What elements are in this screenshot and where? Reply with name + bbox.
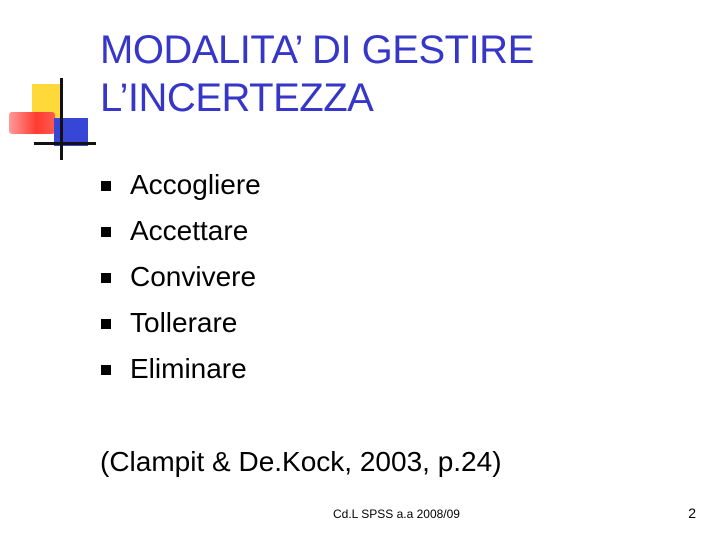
square-bullet-icon [101,365,111,375]
bullet-text: Eliminare [130,353,247,384]
logo-red-square [9,112,55,134]
citation: (Clampit & De.Kock, 2003, p.24) [100,446,502,477]
slide-title [100,26,660,122]
footer-text: Cd.L SPSS a.a 2008/09 [333,507,460,521]
title-line-1: MODALITA’ DI GESTIRE [100,28,534,72]
list-item [100,300,261,346]
list-item [100,208,261,254]
bullet-text: Accettare [130,215,249,246]
square-bullet-icon [101,227,111,237]
logo-vertical-line [60,78,63,160]
square-bullet-icon [101,181,111,191]
list-item [100,346,261,392]
page-number: 2 [688,505,696,521]
bullet-text: Accogliere [130,169,261,200]
decorative-logo-icon [0,0,100,170]
bullet-list [100,162,261,392]
square-bullet-icon [101,319,111,329]
square-bullet-icon [101,273,111,283]
bullet-text: Convivere [130,261,257,292]
bullet-text: Tollerare [130,307,238,338]
logo-horizontal-line [34,142,96,145]
list-item [100,162,261,208]
list-item [100,254,261,300]
title-line-2: L’INCERTEZZA [100,76,374,120]
